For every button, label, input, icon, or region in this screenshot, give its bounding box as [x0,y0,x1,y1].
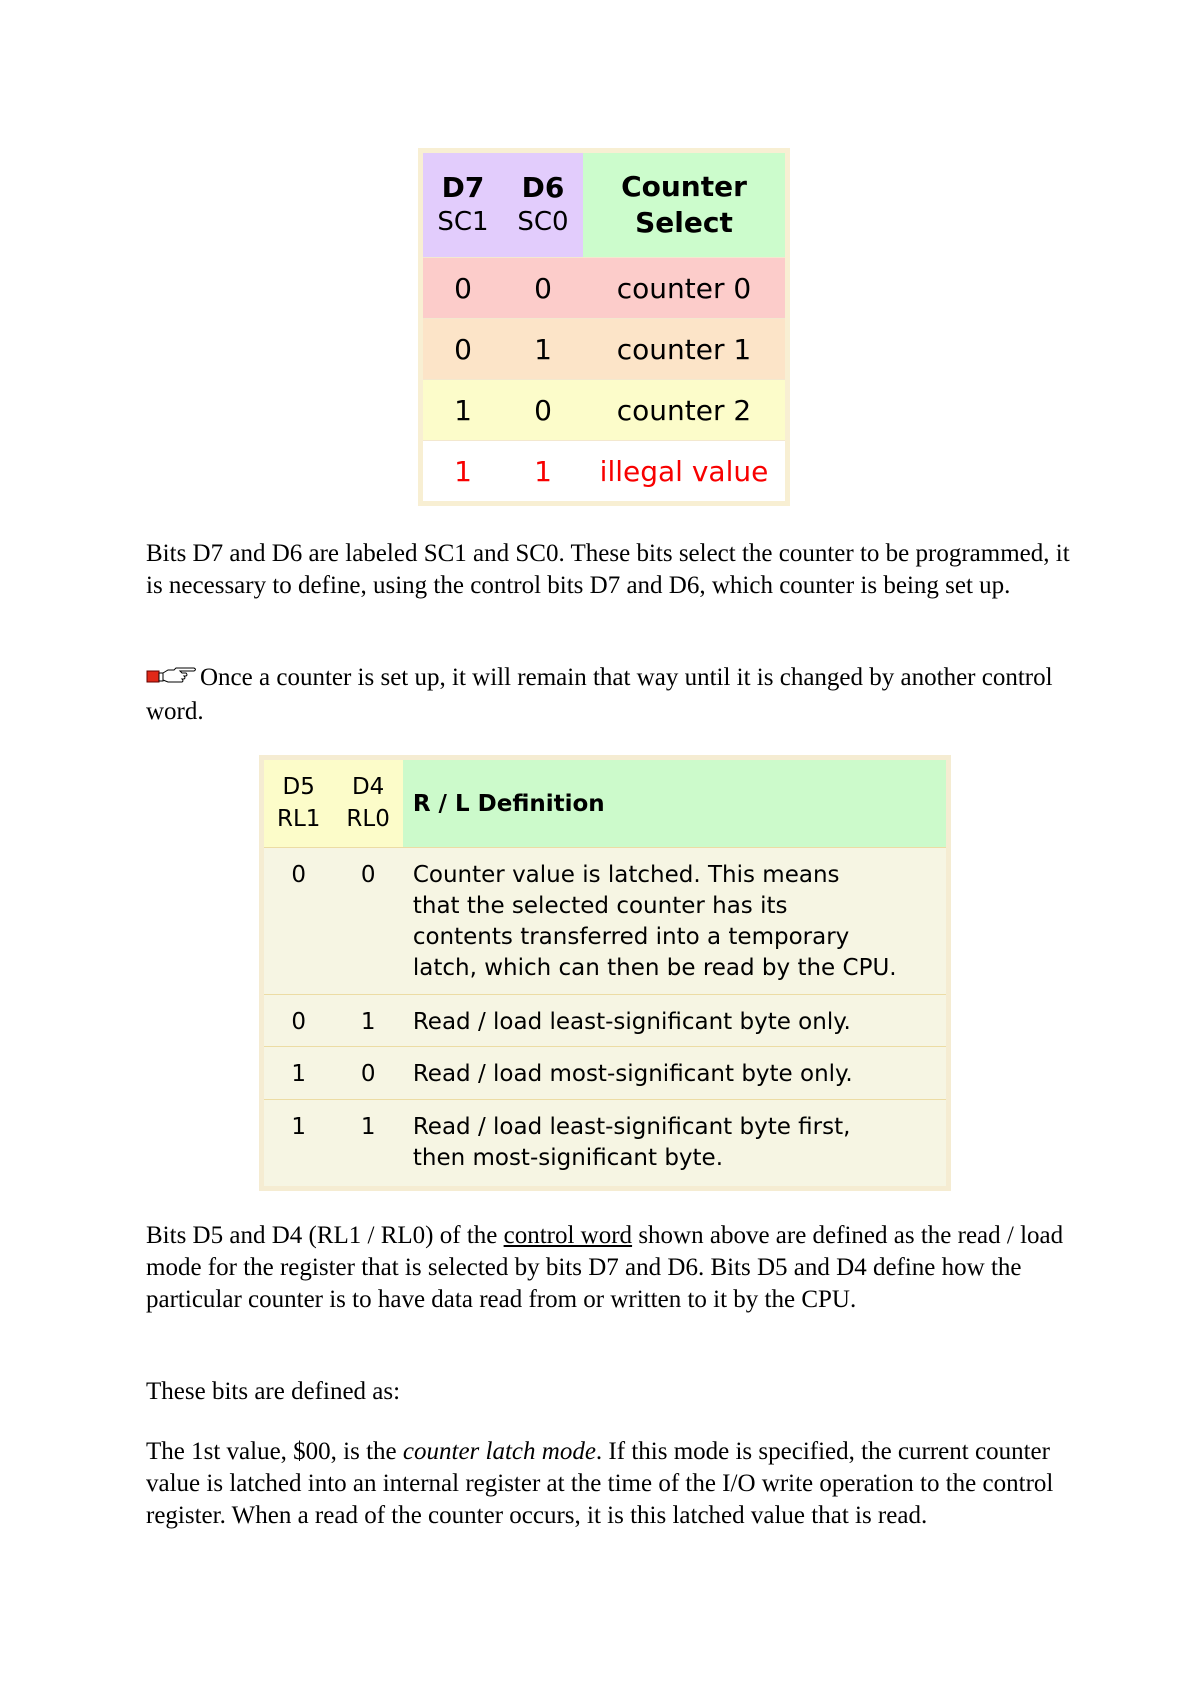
control-word-link[interactable]: control word [503,1222,633,1249]
cell-select: counter 1 [583,318,785,379]
cell-d6: 0 [503,257,583,318]
cell-d5: 1 [264,1099,333,1186]
table-row [423,257,785,318]
rl-definition-table [259,755,951,1191]
cell-d6: 1 [503,440,583,501]
header-name-sc1: SC1 [437,207,489,238]
header-cell-d4 [333,760,402,847]
cell-d4: 0 [333,847,402,994]
cell-select: counter 2 [583,379,785,440]
counter-select-grid [423,153,785,501]
table-row [264,847,946,994]
table-row [423,318,785,379]
cell-d7: 0 [423,318,503,379]
definition-line: Counter value is latched. This means [412,862,840,889]
cell-d7: 1 [423,379,503,440]
table-header-row [264,760,946,847]
cell-select-illegal: illegal value [583,440,785,501]
paragraph-text: shown above are defined as the read / load mode for the register that is selected by bits D7 and D6. Bits D5 and D4 define how the particular counter is to have data read from or written to it by the CPU. [146,1222,1064,1313]
header-cell-d5 [264,760,333,847]
definition-line: contents transferred into a temporary [412,924,850,951]
cell-d4: 1 [333,1099,402,1186]
header-name-rl0: RL0 [346,805,390,832]
paragraph-text: . If this mode is specified, the current counter value is latched into an internal register at the time of the I/O write operation to the control register. When a read of the counter occurs, it is this latched value that is read. [146,1438,1054,1529]
header-cell-counter-select [583,153,785,257]
pointing-hand-icon [146,664,198,696]
header-cell-definition: R / L Definition [403,760,946,847]
definition-line: Read / load most-significant byte only. [412,1061,853,1088]
cell-d5: 0 [264,994,333,1047]
cell-definition [403,1099,946,1186]
cell-d5: 0 [264,847,333,994]
header-bit-d4: D4 [351,774,385,801]
definition-line: that the selected counter has its [412,893,788,920]
header-counter-line1: Counter [621,169,747,203]
cell-definition [403,994,946,1047]
header-counter-line2: Select [635,206,733,239]
note-text: Once a counter is set up, it will remain that way until it is changed by another control word. [146,664,1053,725]
table-row-illegal [423,440,785,501]
cell-d6: 0 [503,379,583,440]
paragraph-defined-as: These bits are defined as: [146,1378,401,1405]
paragraph-text: The 1st value, $00, is the [146,1438,403,1465]
header-bit-d7: D7 [441,170,485,204]
paragraph-latch-mode [146,1436,1076,1532]
cell-d4: 1 [333,994,402,1047]
header-cell-d7 [423,153,503,257]
table-row [423,379,785,440]
definition-line: Read / load least-significant byte only. [412,1008,851,1035]
header-name-sc0: SC0 [517,207,569,238]
counter-latch-mode-term: counter latch mode [402,1438,596,1465]
header-bit-d6: D6 [521,170,565,204]
cell-d5: 1 [264,1046,333,1099]
note-paragraph [146,662,1076,728]
rl-definition-grid [264,760,946,1186]
cell-d7: 0 [423,257,503,318]
definition-line: latch, which can then be read by the CPU. [412,955,897,982]
cell-definition [403,847,946,994]
cell-d7: 1 [423,440,503,501]
cell-select: counter 0 [583,257,785,318]
header-bit-d5: D5 [282,774,315,801]
table-row [264,1099,946,1186]
cell-d4: 0 [333,1046,402,1099]
definition-line: Read / load least-significant byte first, [412,1113,851,1140]
paragraph-rl-bits [146,1220,1076,1316]
paragraph-text: Bits D5 and D4 (RL1 / RL0) of the [146,1222,504,1249]
table-row [264,1046,946,1099]
cell-definition [403,1046,946,1099]
cell-d6: 1 [503,318,583,379]
counter-select-table [418,148,790,506]
header-cell-d6 [503,153,583,257]
header-name-rl1: RL1 [276,805,321,832]
definition-line: then most-significant byte. [412,1144,724,1171]
table-header-row [423,153,785,257]
paragraph-counter-select: Bits D7 and D6 are labeled SC1 and SC0. These bits select the counter to be programmed, it is necessary to define, using the control bits D7 and D6, which counter is being set up. [146,540,1070,599]
table-row [264,994,946,1047]
